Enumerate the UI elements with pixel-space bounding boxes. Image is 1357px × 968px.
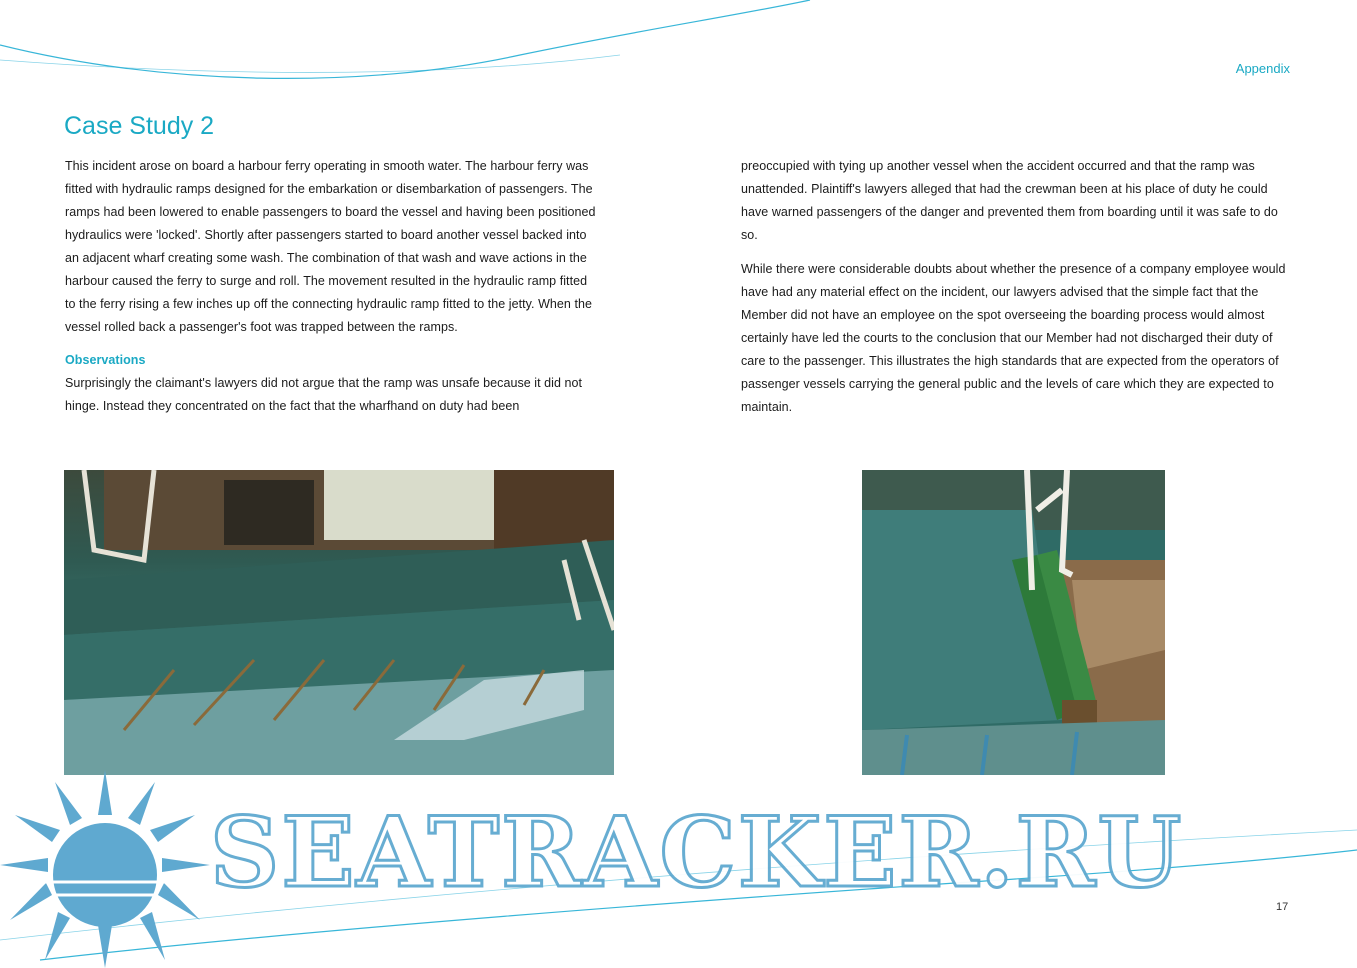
observations-paragraph: Surprisingly the claimant's lawyers did not argue that the ramp was unsafe because it did not hinge. Instead they concentrated on the fact that the wharfhand on duty had been (65, 376, 583, 413)
ramp-photo-left (64, 470, 614, 775)
intro-paragraph: This incident arose on board a harbour ferry operating in smooth water. The harbour ferry was fitted with hydraulic ramps designed for the embarkation or disembarkation of passengers. The ramps had been lowered to enable passengers to board the vessel and having been positioned hydraulics were 'locked'. Shortly after passengers started to board another vessel backed into an adjacent wharf creating some wash. The combination of that wash and wave actions in the harbour caused the ferry to surge and roll. The movement resulted in the hydraulic ramp fitted to the ferry rising a few inches up off the connecting hydraulic ramp fitted to the jetty. When the vessel rolled back a passenger's foot was trapped between the ramps. (65, 159, 596, 334)
page-title: Case Study 2 (64, 112, 215, 140)
watermark-text: SEATRACKER.RU (210, 796, 1184, 909)
ramp-photo-right (862, 470, 1165, 775)
sun-logo-icon (0, 770, 210, 968)
observations-heading: Observations (65, 353, 146, 367)
right-column (741, 155, 1289, 419)
conclusion-paragraph: While there were considerable doubts about whether the presence of a company employee would have had any material effect on the incident, our lawyers advised that the simple fact that the Member did not have an employee on the spot overseeing the boarding process would almost certainly have led the courts to the conclusion that our Member had not discharged their duty of care to the passenger. This illustrates the high standards that are expected from the operators of passenger vessels carrying the general public and the levels of care which they are expected to maintain. (741, 262, 1286, 414)
continuation-paragraph: preoccupied with tying up another vessel when the accident occurred and that the ramp was unattended. Plaintiff's lawyers alleged that had the crewman been at his place of duty he could have warned passengers of the danger and prevented them from boarding until it was safe to do so. (741, 159, 1278, 242)
page-number-right: 17 (1276, 901, 1289, 913)
section-label: Appendix (1235, 61, 1290, 76)
left-column (65, 155, 600, 418)
